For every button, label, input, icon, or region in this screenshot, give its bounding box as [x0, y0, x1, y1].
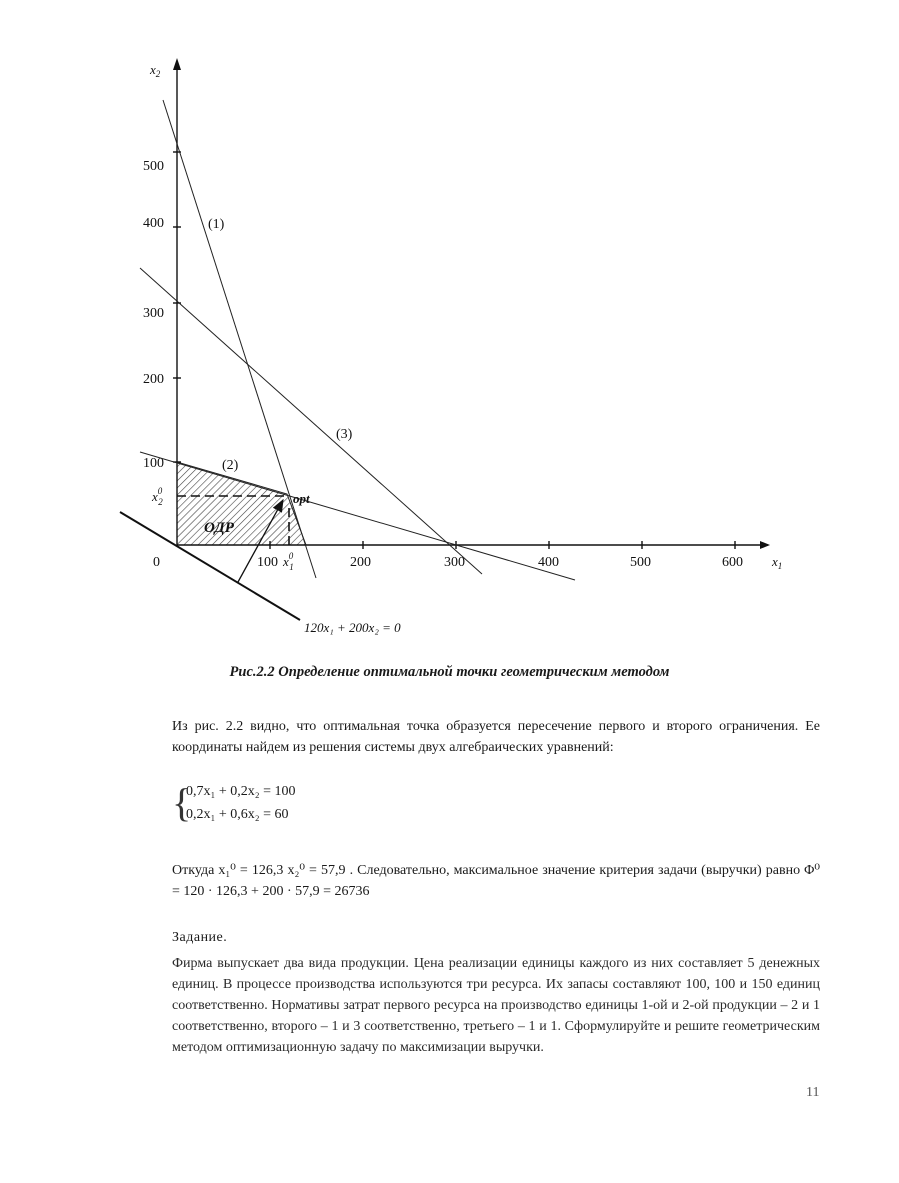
y-axis-label: $x_2$ — [150, 62, 161, 79]
line-2-label: (2) — [222, 458, 239, 473]
y-tick-100: 100 — [143, 456, 164, 471]
equation-1: 0,7x₁ + 0,2x₂ = 100 — [186, 784, 296, 799]
x-tick-400: 400 — [538, 555, 559, 570]
page-number: 11 — [806, 1085, 820, 1100]
paragraph-2: Откуда x₁⁰ = 126,3 x₂⁰ = 57,9 . Следовательно, максимальное значение критерия задачи (выручки) равно Φ⁰ = 120 · 126,3 + 200 · 57,9 = 26736 — [172, 863, 820, 899]
x-tick-100: 100 — [257, 555, 278, 570]
line-1-label: (1) — [208, 217, 225, 232]
equation-2: 0,2x₁ + 0,6x₂ = 60 — [186, 807, 289, 822]
x1-opt-label: $x^0$ 1 — [283, 551, 294, 572]
equation-system — [172, 780, 296, 826]
x2-opt-label: $x^0$ 2 — [152, 486, 163, 507]
y-tick-500: 500 — [143, 159, 164, 174]
region-label: ОДР — [204, 520, 234, 536]
x-axis-arrow — [760, 541, 770, 549]
y-tick-300: 300 — [143, 306, 164, 321]
x-tick-300: 300 — [444, 555, 465, 570]
figure-caption: Рис.2.2 Определение оптимальной точки геометрическим методом — [229, 664, 670, 680]
x-tick-200: 200 — [350, 555, 371, 570]
system-brace: { — [172, 780, 192, 825]
x-tick-500: 500 — [630, 555, 651, 570]
x-tick-600: 600 — [722, 555, 743, 570]
origin-label: 0 — [153, 555, 160, 570]
x-axis-label: $x_1$ — [772, 554, 783, 571]
feasible-region — [177, 462, 306, 545]
task-text: Фирма выпускает два вида продукции. Цена реализации единицы каждого из них составляет 5 денежных единиц. В процессе производства используются три ресурса. Их запасы составляют 100, 100 и 150 единиц соответственно. Нормативы затрат первого ресурса на производство единицы 1-ой и 2-ой продукции – 2 и 1 соответственно, второго – 1 и 3 соответственно, третьего – 1 и 1. Сформулируйте и решите геометрическим методом оптимизационную задачу по максимизации выручки. — [172, 956, 820, 1055]
objective-label: 120x₁ + 200x₂ = 0 — [304, 620, 401, 635]
y-tick-400: 400 — [143, 216, 164, 231]
y-axis-arrow — [173, 58, 181, 70]
paragraph-1: Из рис. 2.2 видно, что оптимальная точка образуется пересечение первого и второго ограничения. Ее координаты найдем из решения системы двух алгебраических уравнений: — [172, 719, 820, 755]
y-tick-200: 200 — [143, 372, 164, 387]
opt-label: opt — [293, 491, 310, 506]
line-3-label: (3) — [336, 427, 353, 442]
task-heading: Задание. — [172, 930, 228, 945]
